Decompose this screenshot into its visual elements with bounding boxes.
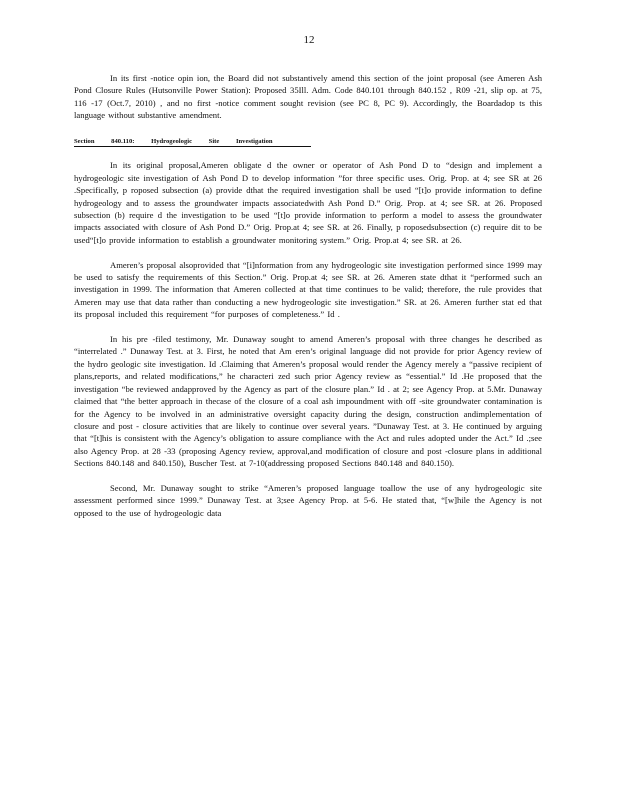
paragraph-original-proposal: In its original proposal,Ameren obligate d the owner or operator of Ash Pond D to “design and implement a hydrogeologic site investigation of Ash Pond D to develop information ”for three specific uses. Orig. Prop. at 4; see SR at 26 .Specifically, p roposed subsection (a) provide dthat the required investigation shall be used “[t]o provide information to define hydrogeology and to assess the groundwater impacts associatedwith Ash Pond D.” Orig. Prop. at 4; see SR. at 26. Proposed subsection (b) require d the investigation to be used “[t]o provide information to perform a model to assess the groundwater impacts associated with closure of Ash Pond D.” Orig. Prop.at 4; see SR. at 26. Finally, p roposedsubsection (c) require dit to be used“[t]o provide information to establish a groundwater monitoring system.” Orig. Prop.at 4; see SR. at 26.	[74, 160, 542, 245]
page-number: 12	[303, 34, 315, 46]
body-text	[74, 72, 542, 532]
paragraph-ameren-proposal: Ameren’s proposal alsoprovided that “[i]nformation from any hydrogeologic site investigation performed since 1999 may be used to satisfy the requirements of this Section.” Orig. Prop.at 4; see SR. at 26. Ameren state dthat it “performed such an investigation in 1999. The information that Ameren collected at that time continues to be valid; therefore, the rule provides that Ameren may use that data rather than conducting a new hydrogeologic site investigation.” SR. at 26. Ameren further stat ed that its proposal included this requirement “for purposes of completeness.” Id .	[74, 259, 542, 320]
paragraph-board-first-notice: In its first -notice opin ion, the Board did not substantively amend this section of the joint proposal (see Ameren Ash Pond Closure Rules (Hutsonville Power Station): Proposed 35Ill. Adm. Code 840.101 through 840.152 , R09 -21, slip op. at 75, 116 -17 (Oct.7, 2010) , and no first -notice comment sought revision (see PC 8, PC 9). Accordingly, the Boardadop ts this language without substantive amendment.	[74, 73, 542, 121]
section-heading	[74, 137, 311, 147]
section-heading-title-2: Site	[208, 138, 220, 146]
section-heading-label: Section	[74, 138, 95, 146]
section-heading-title-1: Hydrogeologic	[151, 138, 192, 146]
paragraph-second-change: Second, Mr. Dunaway sought to strike “Ameren’s proposed language toallow the use of any hydrogeologic site assessment performed since 1999.” Dunaway Test. at 3;see Agency Prop. at 5-6. He stated that, “[w]hile the Agency is not opposed to the use of hydrogeologic data	[74, 482, 542, 518]
section-heading-title-3: Investigation	[235, 138, 273, 146]
section-heading-number: 840.110:	[111, 138, 135, 146]
paragraph-prefiled-testimony: In his pre -filed testimony, Mr. Dunaway sought to amend Ameren’s proposal with three changes he described as “interrelated .” Dunaway Test. at 3. First, he noted that Am eren’s original language did not provide for prior Agency review of the hydro geologic site investigation. Id .Claiming that Ameren’s proposal would render the Agency merely a “passive recipient of plans,reports, and related modifications,” he characteri zed such prior Agency review as “essential.” Id .He proposed that the investigation “be reviewed andapproved by the Agency as part of the closure plan.” Id . at 2; see Agency Prop. at 5.Mr. Dunaway claimed that “the better approach in thecase of the closure of a coal ash impoundment with off -site groundwater contamination is for the Agency to be involved in an administrative oversight capacity during the design, construction andimplementation of closure and post - closure activities that are likely to continue over several years. ”Dunaway Test. at 3. He continued by arguing that “[t]his is consistent with the Agency’s obligation to assure compliance with the Act and rules adopted under the Act.” Id .;see also Agency Prop. at 28 -33 (proposing Agency review, approval,and modification of closure and post -closure plans in additional Sections 840.148 and 840.150), Buscher Test. at 7-10(addressing proposed Sections 840.148 and 840.150).	[74, 334, 542, 469]
